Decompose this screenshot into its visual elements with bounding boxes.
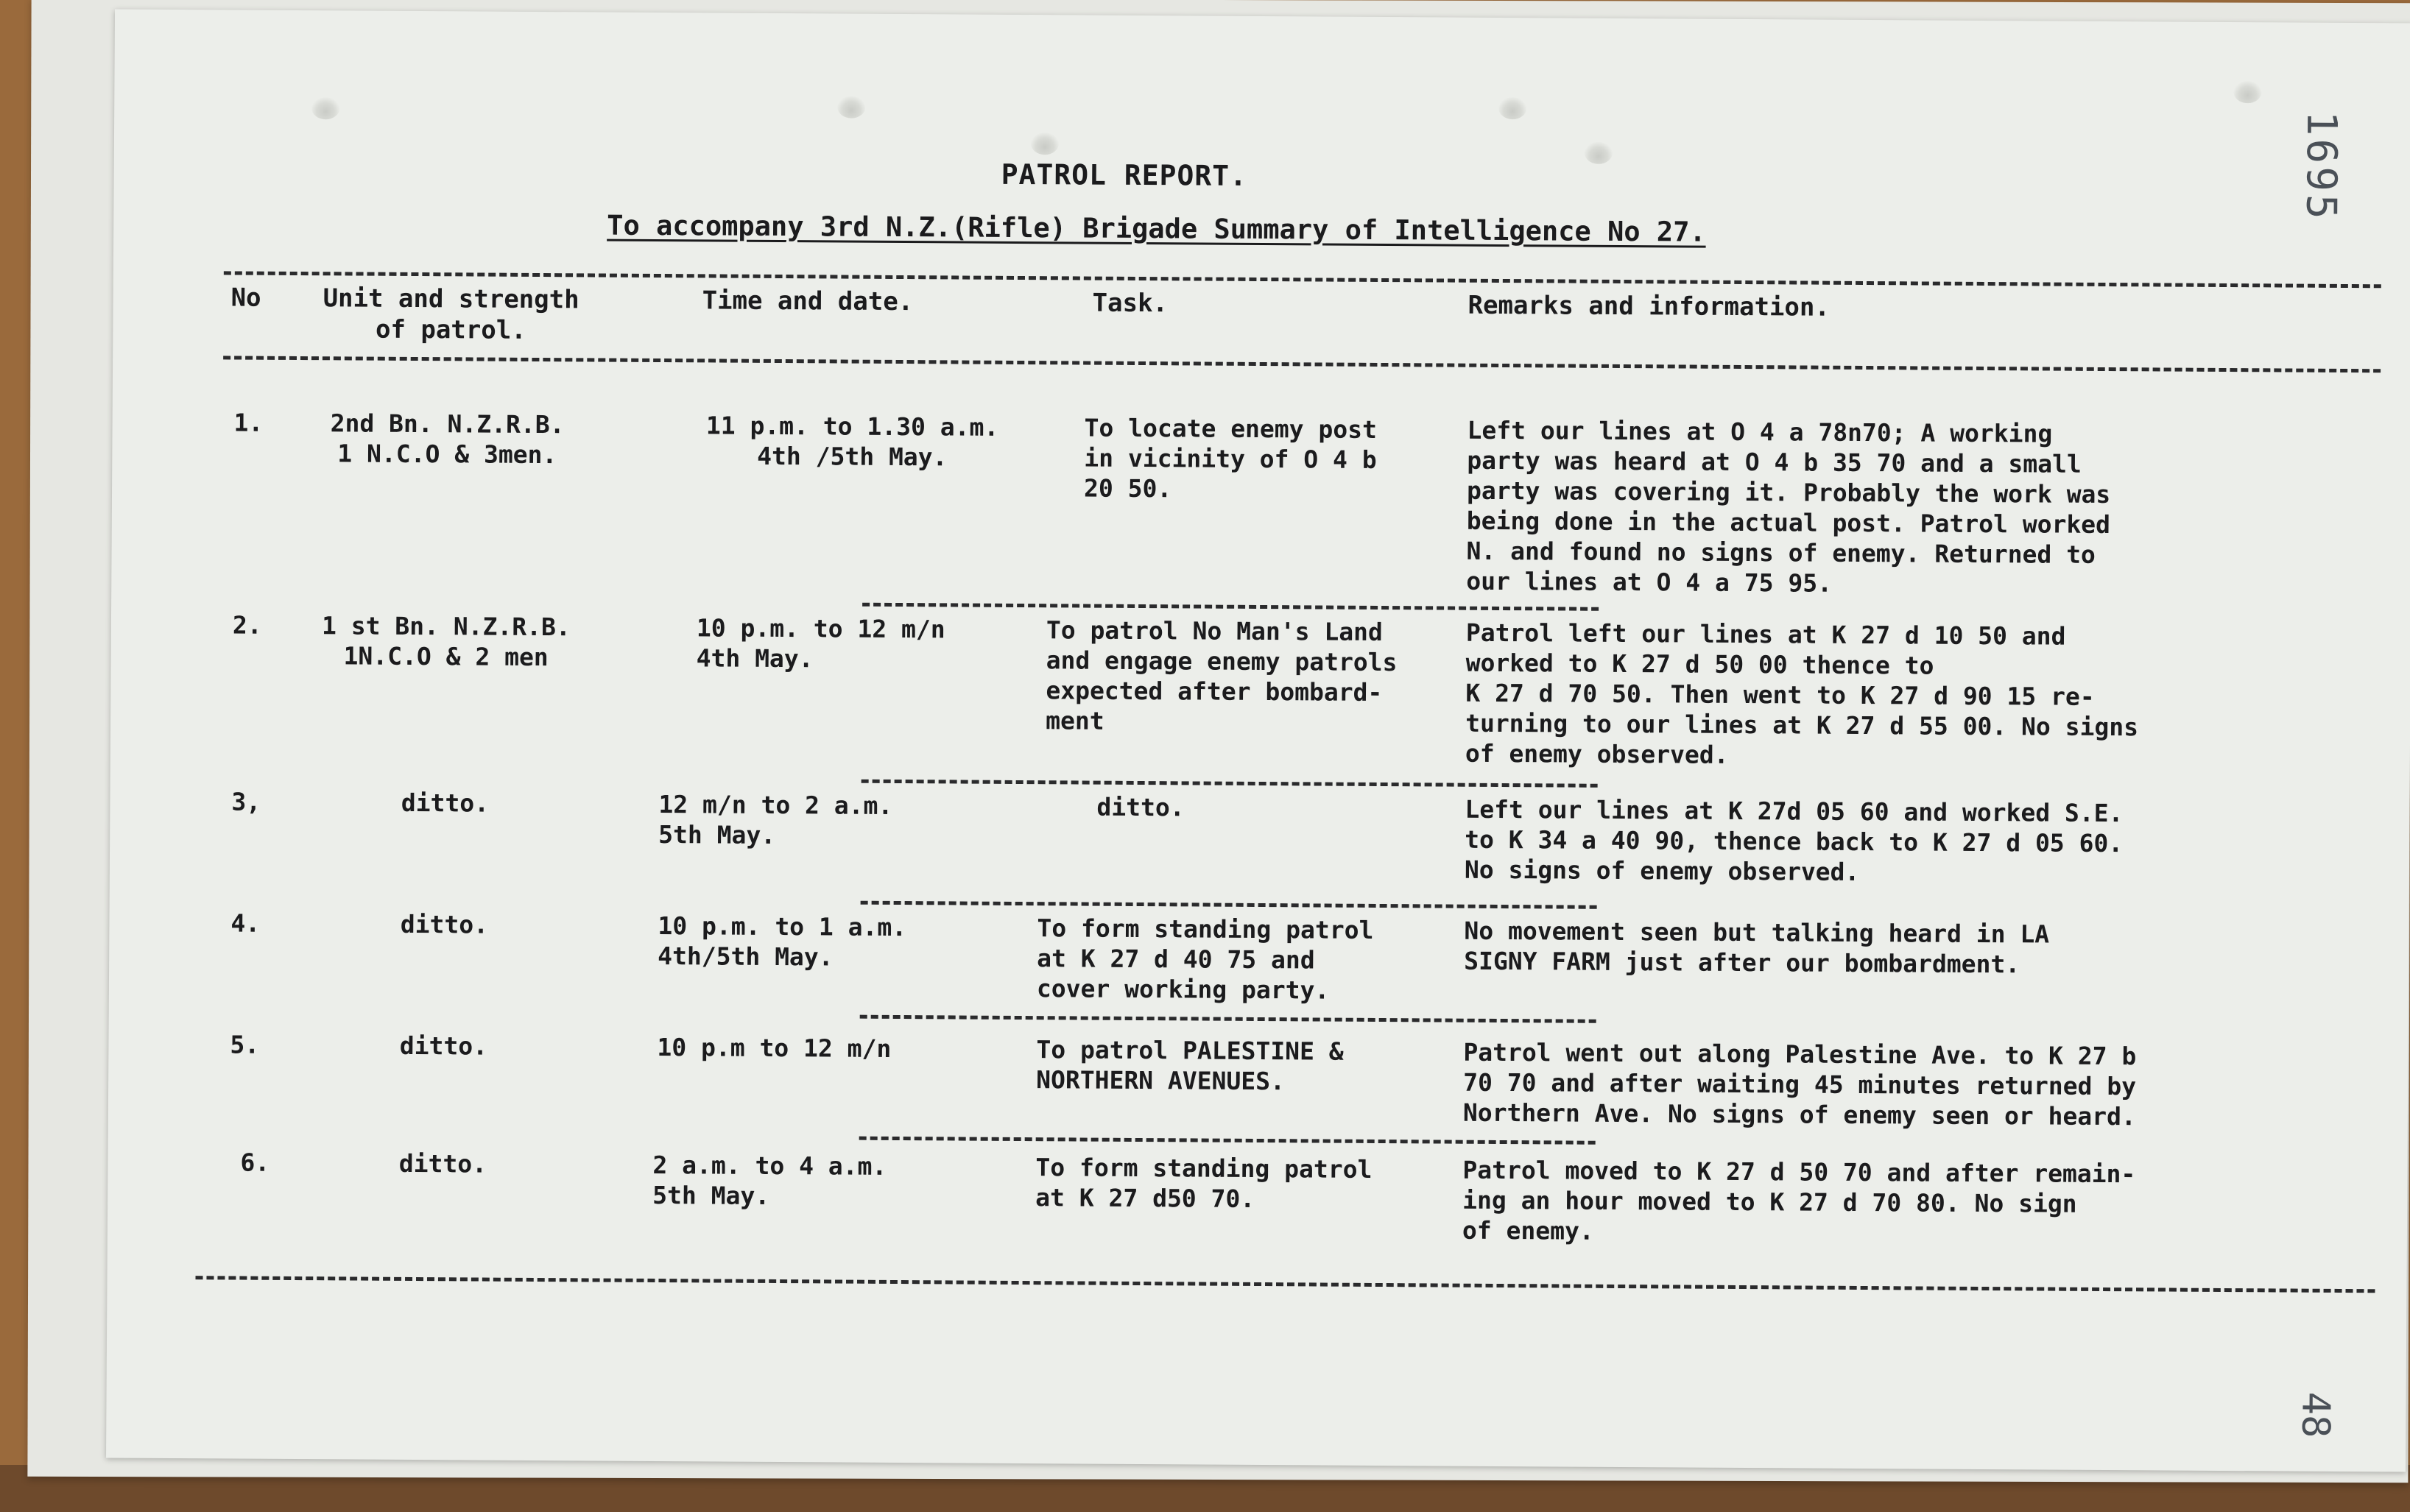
row-separator (860, 1015, 1596, 1023)
row-2-unit: 1 st Bn. N.Z.R.B. 1N.C.O & 2 men (321, 611, 571, 672)
row-separator (859, 1137, 1596, 1145)
header-time: Time and date. (702, 286, 914, 317)
punch-hole (2233, 81, 2261, 103)
row-6-time: 2 a.m. to 4 a.m. 5th May. (652, 1150, 887, 1210)
table-bottom-rule (196, 1276, 2375, 1293)
row-separator (861, 901, 1597, 909)
margin-page-number: 48 (2293, 1391, 2338, 1438)
row-6-remarks: Patrol moved to K 27 d 50 70 and after remain- ing an hour moved to K 27 d 70 80. No sign of enemy. (1462, 1155, 2136, 1246)
punch-hole (837, 96, 865, 118)
row-5-task: To patrol PALESTINE & NORTHERN AVENUES. (1036, 1035, 1344, 1096)
row-3-remarks: Left our lines at K 27d 05 60 and worked S.E. to K 34 a 40 90, thence back to K 27 d 05 60. No signs of enemy observed. (1464, 794, 2124, 886)
row-4-task: To form standing patrol at K 27 d 40 75 and cover working party. (1036, 914, 1374, 1005)
archive-stamp-number: 1695 (2297, 110, 2346, 222)
document-page (106, 9, 2410, 1472)
row-2-remarks: Patrol left our lines at K 27 d 10 50 and worked to K 27 d 50 00 thence to K 27 d 70 50. Then went to K 27 d 90 15 re- turning to our lines at K 27 d 55 00. No signs of enemy observed. (1465, 618, 2139, 769)
row-6-no: 6. (240, 1148, 270, 1177)
row-4-time: 10 p.m. to 1 a.m. 4th/5th May. (658, 911, 907, 972)
row-separator (862, 603, 1599, 611)
row-4-no: 4. (230, 908, 261, 938)
punch-hole (1031, 133, 1059, 155)
page-title: PATROL REPORT. (1001, 158, 1248, 192)
row-4-unit: ditto. (400, 909, 489, 939)
row-3-task: ditto. (1096, 792, 1185, 822)
row-2-no: 2. (232, 610, 262, 640)
row-6-unit: ditto. (398, 1148, 487, 1179)
row-1-task: To locate enemy post in vicinity of O 4 b 20 50. (1083, 413, 1378, 504)
row-1-no: 1. (233, 408, 264, 437)
row-2-time: 10 p.m. to 12 m/n 4th May. (696, 613, 945, 674)
row-1-remarks: Left our lines at O 4 a 78n70; A working party was heard at O 4 b 35 70 and a small party was covering it. Probably the work was being done in the actual post. Patrol worked N. and found no signs of enemy. Returned to our lines at O 4 a 75 95. (1466, 415, 2111, 598)
punch-hole (311, 97, 339, 119)
header-unit: Unit and strength of patrol. (323, 283, 579, 345)
row-5-no: 5. (230, 1030, 260, 1059)
row-separator (862, 780, 1598, 788)
punch-hole (1498, 97, 1526, 119)
row-4-remarks: No movement seen but talking heard in LA SIGNY FARM just after our bombardment. (1464, 916, 2050, 979)
row-2-task: To patrol No Man's Land and engage enemy patrols expected after bombard- ment (1046, 615, 1398, 735)
row-5-remarks: Patrol went out along Palestine Ave. to K 27 b 70 70 and after waiting 45 minutes returned by Northern Ave. No signs of enemy seen or heard. (1462, 1037, 2137, 1131)
header-task: Task. (1092, 288, 1169, 319)
row-1-time: 11 p.m. to 1.30 a.m. 4th /5th May. (705, 411, 999, 472)
row-1-unit: 2nd Bn. N.Z.R.B. 1 N.C.O & 3men. (330, 409, 565, 470)
row-6-task: To form standing patrol at K 27 d50 70. (1035, 1153, 1373, 1213)
header-bottom-rule (223, 356, 2381, 372)
punch-hole (1585, 142, 1613, 164)
page-subtitle: To accompany 3rd N.Z.(Rifle) Brigade Summary of Intelligence No 27. (607, 209, 1706, 248)
row-5-time: 10 p.m to 12 m/n (657, 1033, 892, 1063)
row-5-unit: ditto. (399, 1031, 488, 1061)
row-3-no: 3, (231, 787, 261, 816)
header-no: No (230, 283, 261, 313)
row-3-unit: ditto. (401, 788, 490, 818)
row-3-time: 12 m/n to 2 a.m. 5th May. (658, 790, 893, 849)
header-remarks: Remarks and information. (1468, 290, 1831, 322)
